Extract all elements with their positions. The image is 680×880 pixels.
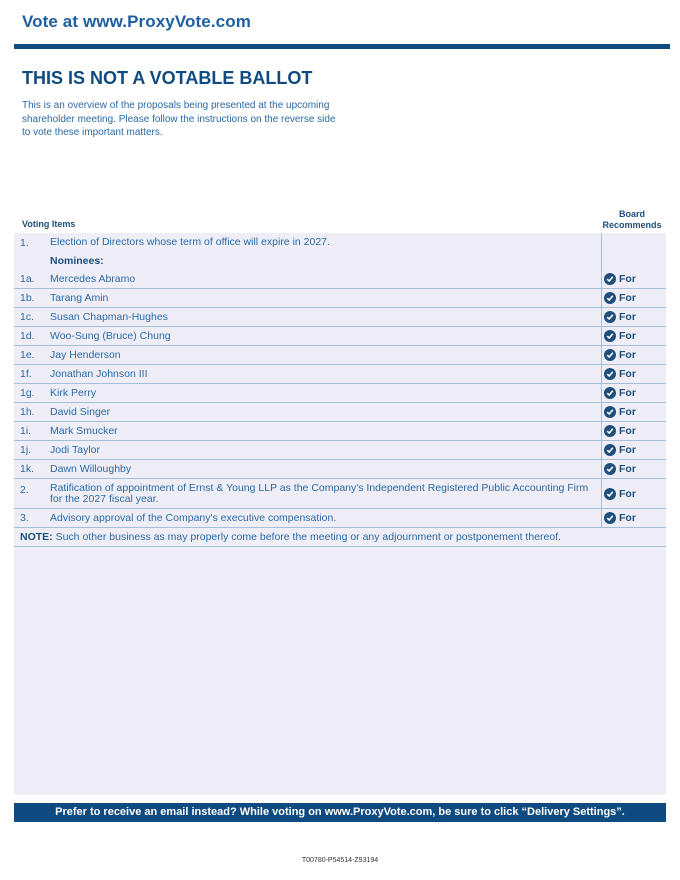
check-circle-icon <box>604 463 616 475</box>
nominee-name: Jonathan Johnson III <box>50 367 148 380</box>
recommendation-cell <box>601 346 666 364</box>
check-circle-icon <box>604 330 616 342</box>
check-circle-icon <box>604 387 616 399</box>
check-circle-icon <box>604 349 616 361</box>
nominee-row <box>14 308 666 327</box>
nominee-name: Jodi Taylor <box>50 443 100 456</box>
nominee-row <box>14 289 666 308</box>
nominee-name: Kirk Perry <box>50 386 97 399</box>
board-header-line2: Recommends <box>602 219 662 230</box>
nominee-row <box>14 460 666 479</box>
nominee-name: Mercedes Abramo <box>50 272 136 285</box>
recommendation-label: For <box>619 387 636 399</box>
nominee-row <box>14 365 666 384</box>
recommendation-cell <box>601 460 666 478</box>
nominee-name: Mark Smucker <box>50 424 118 437</box>
recommendation-label: For <box>619 406 636 418</box>
nominee-number: 1d. <box>20 330 35 342</box>
document-code: T00780-P54514-Z93194 <box>301 857 379 864</box>
item-text: Ratification of appointment of Ernst & Young LLP as the Company's Independent Registered Public Accounting Firm for the 2027 fiscal year. <box>50 481 589 505</box>
nominee-number: 1g. <box>20 387 35 399</box>
nominees-label: Nominees: <box>50 254 104 267</box>
item-text: Election of Directors whose term of office will expire in 2027. <box>50 236 330 248</box>
recommendation-cell <box>601 270 666 288</box>
check-circle-icon <box>604 273 616 285</box>
note-text <box>20 531 561 543</box>
recommendation-label: For <box>619 444 636 456</box>
nominee-number: 1e. <box>20 349 35 361</box>
check-circle-icon <box>604 512 616 524</box>
nominee-name: Tarang Amin <box>50 291 109 304</box>
nominee-number: 1b. <box>20 292 35 304</box>
nominee-name: Woo-Sung (Bruce) Chung <box>50 329 171 342</box>
intro-paragraph: This is an overview of the proposals being presented at the upcoming shareholder meeting. Please follow the instructions on the reverse side to vote these important matters. <box>22 100 336 138</box>
nominee-number: 1j. <box>20 444 32 456</box>
recommendation-cell <box>601 365 666 383</box>
note-label: NOTE: <box>20 531 53 543</box>
board-header-line1: Board <box>618 209 645 219</box>
ballot-heading: THIS IS NOT A VOTABLE BALLOT <box>22 68 313 88</box>
nominee-name: Susan Chapman-Hughes <box>50 310 168 323</box>
nominee-row <box>14 441 666 460</box>
recommendation-label: For <box>619 311 636 323</box>
recommendation-label: For <box>619 368 636 380</box>
recommendation-cell <box>601 233 666 252</box>
recommendation-cell <box>601 479 666 508</box>
check-circle-icon <box>604 488 616 500</box>
item-number: 3. <box>20 512 29 524</box>
nominee-row <box>14 384 666 403</box>
check-circle-icon <box>604 425 616 437</box>
recommendation-cell <box>601 289 666 307</box>
nominee-number: 1f. <box>20 368 32 380</box>
recommendation-cell <box>601 327 666 345</box>
recommendation-label: For <box>619 425 636 437</box>
check-circle-icon <box>604 292 616 304</box>
recommendation-cell <box>601 384 666 402</box>
nominees-row <box>14 252 666 270</box>
recommendation-label: For <box>619 512 636 524</box>
voting-items-header: Voting Items <box>22 219 76 229</box>
nominee-number: 1c. <box>20 311 35 323</box>
recommendation-label: For <box>619 330 636 342</box>
nominee-name: David Singer <box>50 405 111 418</box>
nominee-row <box>14 327 666 346</box>
item-number: 2. <box>20 484 29 496</box>
note-row <box>14 528 666 547</box>
check-circle-icon <box>604 368 616 380</box>
nominee-name: Jay Henderson <box>50 348 121 361</box>
item-number: 1. <box>20 236 29 249</box>
nominee-row <box>14 403 666 422</box>
recommendation-label: For <box>619 273 636 285</box>
recommendation-cell <box>601 422 666 440</box>
nominee-number: 1a. <box>20 273 35 285</box>
check-circle-icon <box>604 311 616 323</box>
board-recommends-header <box>596 209 668 230</box>
email-delivery-banner: Prefer to receive an email instead? While voting on www.ProxyVote.com, be sure to click “Delivery Settings”. <box>14 803 666 822</box>
recommendation-cell <box>601 252 666 270</box>
vote-url-title: Vote at www.ProxyVote.com <box>22 12 251 31</box>
nominee-number: 1h. <box>20 406 35 418</box>
nominee-row <box>14 422 666 441</box>
recommendation-label: For <box>619 487 636 500</box>
header-rule <box>14 44 670 49</box>
recommendation-label: For <box>619 463 636 475</box>
nominee-number: 1k. <box>20 463 35 475</box>
nominee-row <box>14 270 666 289</box>
check-circle-icon <box>604 444 616 456</box>
recommendation-label: For <box>619 349 636 361</box>
note-body: Such other business as may properly come before the meeting or any adjournment or postponement thereof. <box>52 531 562 543</box>
recommendation-cell <box>601 403 666 421</box>
item-text: Advisory approval of the Company's executive compensation. <box>50 511 337 524</box>
nominee-row <box>14 346 666 365</box>
recommendation-cell <box>601 441 666 459</box>
item-1-row <box>14 233 666 252</box>
recommendation-label: For <box>619 292 636 304</box>
voting-items-table <box>14 233 666 547</box>
nominee-number: 1i. <box>20 425 32 437</box>
item-2-row <box>14 479 666 509</box>
item-3-row <box>14 509 666 528</box>
recommendation-cell <box>601 509 666 527</box>
recommendation-cell <box>601 308 666 326</box>
check-circle-icon <box>604 406 616 418</box>
nominee-name: Dawn Willoughby <box>50 462 132 475</box>
